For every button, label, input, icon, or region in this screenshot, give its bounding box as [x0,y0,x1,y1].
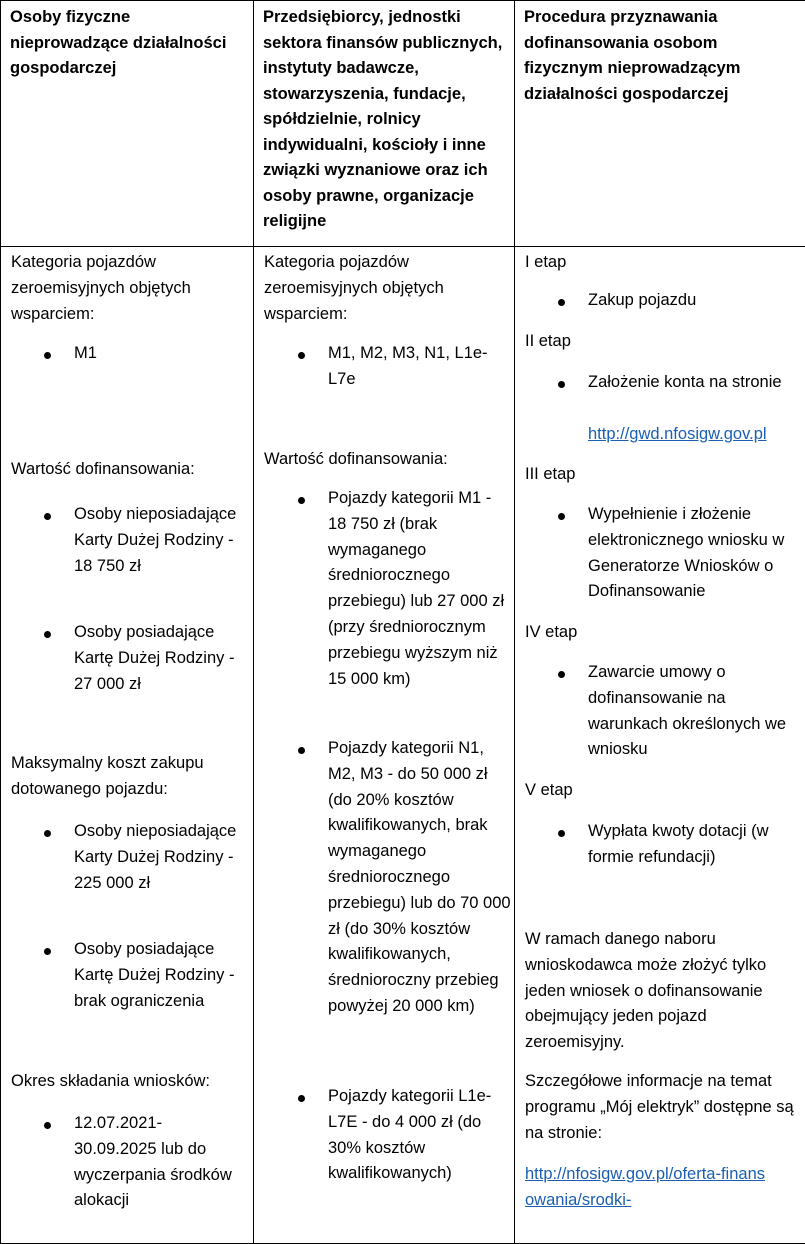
bullet-icon [44,631,51,638]
cell-procedure [515,247,805,1244]
note-text: W ramach danego naboru wnioskodawca może złożyć tylko jeden wniosek o dofinansowanie obejmujący jeden pojazd zeroemisyjny. [525,927,790,1056]
value-item: Pojazdy kategorii L1e-L7E - do 4 000 zł (do 30% kosztów kwalifikowanych) [328,1084,508,1187]
bullet-icon [298,747,305,754]
bullet-icon [558,671,565,678]
header-individuals: Osoby fizyczne nieprowadzące działalności gospodarczej [1,1,253,82]
info-text: Szczegółowe informacje na temat programu „Mój elektryk” dostępne są na stronie: [525,1069,800,1146]
header-cell-individuals [1,1,254,247]
stage-label: V etap [525,778,795,804]
period-item: 12.07.2021-30.09.2025 lub do wyczerpania środków alokacji [74,1111,234,1214]
program-info-link[interactable]: http://nfosigw.gov.pl/oferta-finansowania/srodki- [525,1165,765,1209]
bullet-icon [558,299,565,306]
bullet-icon [44,513,51,520]
stage-item: Zawarcie umowy o dofinansowanie na warunkach określonych we wniosku [588,660,793,763]
value-item: Pojazdy kategorii N1, M2, M3 - do 50 000 zł (do 20% kosztów kwalifikowanych, brak wymaganego średniorocznego przebiegu) lub do 70 000 zł (do 30% kosztów kwalifikowanych, średnioroczny przebieg powyżej 20 000 km) [328,736,512,1020]
bullet-icon [44,830,51,837]
category-item: M1, M2, M3, N1, L1e-L7e [328,341,508,393]
stage-label: III etap [525,462,795,488]
body-row [1,247,805,1244]
bullet-icon [298,1095,305,1102]
header-entrepreneurs: Przedsiębiorcy, jednostki sektora finansów publicznych, instytuty badawcze, stowarzyszenia, fundacje, spółdzielnie, rolnicy indywidualni, kościoły i inne związki wyznaniowe oraz ich osoby prawne, organizacje religijne [254,1,514,235]
value-label: Wartość dofinansowania: [11,457,241,483]
bullet-icon [298,352,305,359]
header-row [1,1,805,247]
stage-label: I etap [525,250,795,276]
stage-link[interactable] [588,422,803,448]
category-label: Kategoria pojazdów zeroemisyjnych objętych wsparciem: [11,250,226,327]
bullet-icon [558,513,565,520]
header-procedure: Procedura przyznawania dofinansowania osobom fizycznym nieprowadzącym działalności gospodarczej [515,1,805,107]
info-link-wrapper[interactable] [525,1162,765,1214]
max-cost-label: Maksymalny koszt zakupu dotowanego pojazdu: [11,751,236,803]
period-label: Okres składania wniosków: [11,1069,241,1095]
stage-item: Założenie konta na stronie [588,370,803,396]
cell-individuals [1,247,254,1244]
header-cell-entrepreneurs [254,1,515,247]
value-item: Osoby nieposiadające Karty Dużej Rodziny - 18 750 zł [74,502,252,579]
value-label: Wartość dofinansowania: [264,447,494,473]
bullet-icon [558,830,565,837]
stage-item: Wypełnienie i złożenie elektronicznego wniosku w Generatorze Wniosków o Dofinansowanie [588,502,798,605]
value-item: Pojazdy kategorii M1 - 18 750 zł (brak wymaganego średniorocznego przebiegu) lub 27 000 zł (przy średniorocznym przebiegu wyższym niż 15 000 km) [328,486,510,692]
stage-label: IV etap [525,620,795,646]
bullet-icon [44,948,51,955]
value-item: Osoby posiadające Kartę Dużej Rodziny - 27 000 zł [74,620,246,697]
max-cost-item: Osoby posiadające Kartę Dużej Rodziny - brak ograniczenia [74,937,246,1014]
bullet-icon [44,352,51,359]
max-cost-item: Osoby nieposiadające Karty Dużej Rodziny - 225 000 zł [74,819,249,896]
stage-item: Zakup pojazdu [588,288,798,314]
cell-entrepreneurs [254,247,515,1244]
stage-label: II etap [525,329,795,355]
gwd-link[interactable]: http://gwd.nfosigw.gov.pl [588,425,767,443]
category-item: M1 [74,341,244,367]
bullet-icon [298,497,305,504]
bullet-icon [558,381,565,388]
bullet-icon [44,1122,51,1129]
stage-item: Wypłata kwoty dotacji (w formie refundacji) [588,819,798,871]
header-cell-procedure [515,1,805,247]
category-label: Kategoria pojazdów zeroemisyjnych objętych wsparciem: [264,250,479,327]
